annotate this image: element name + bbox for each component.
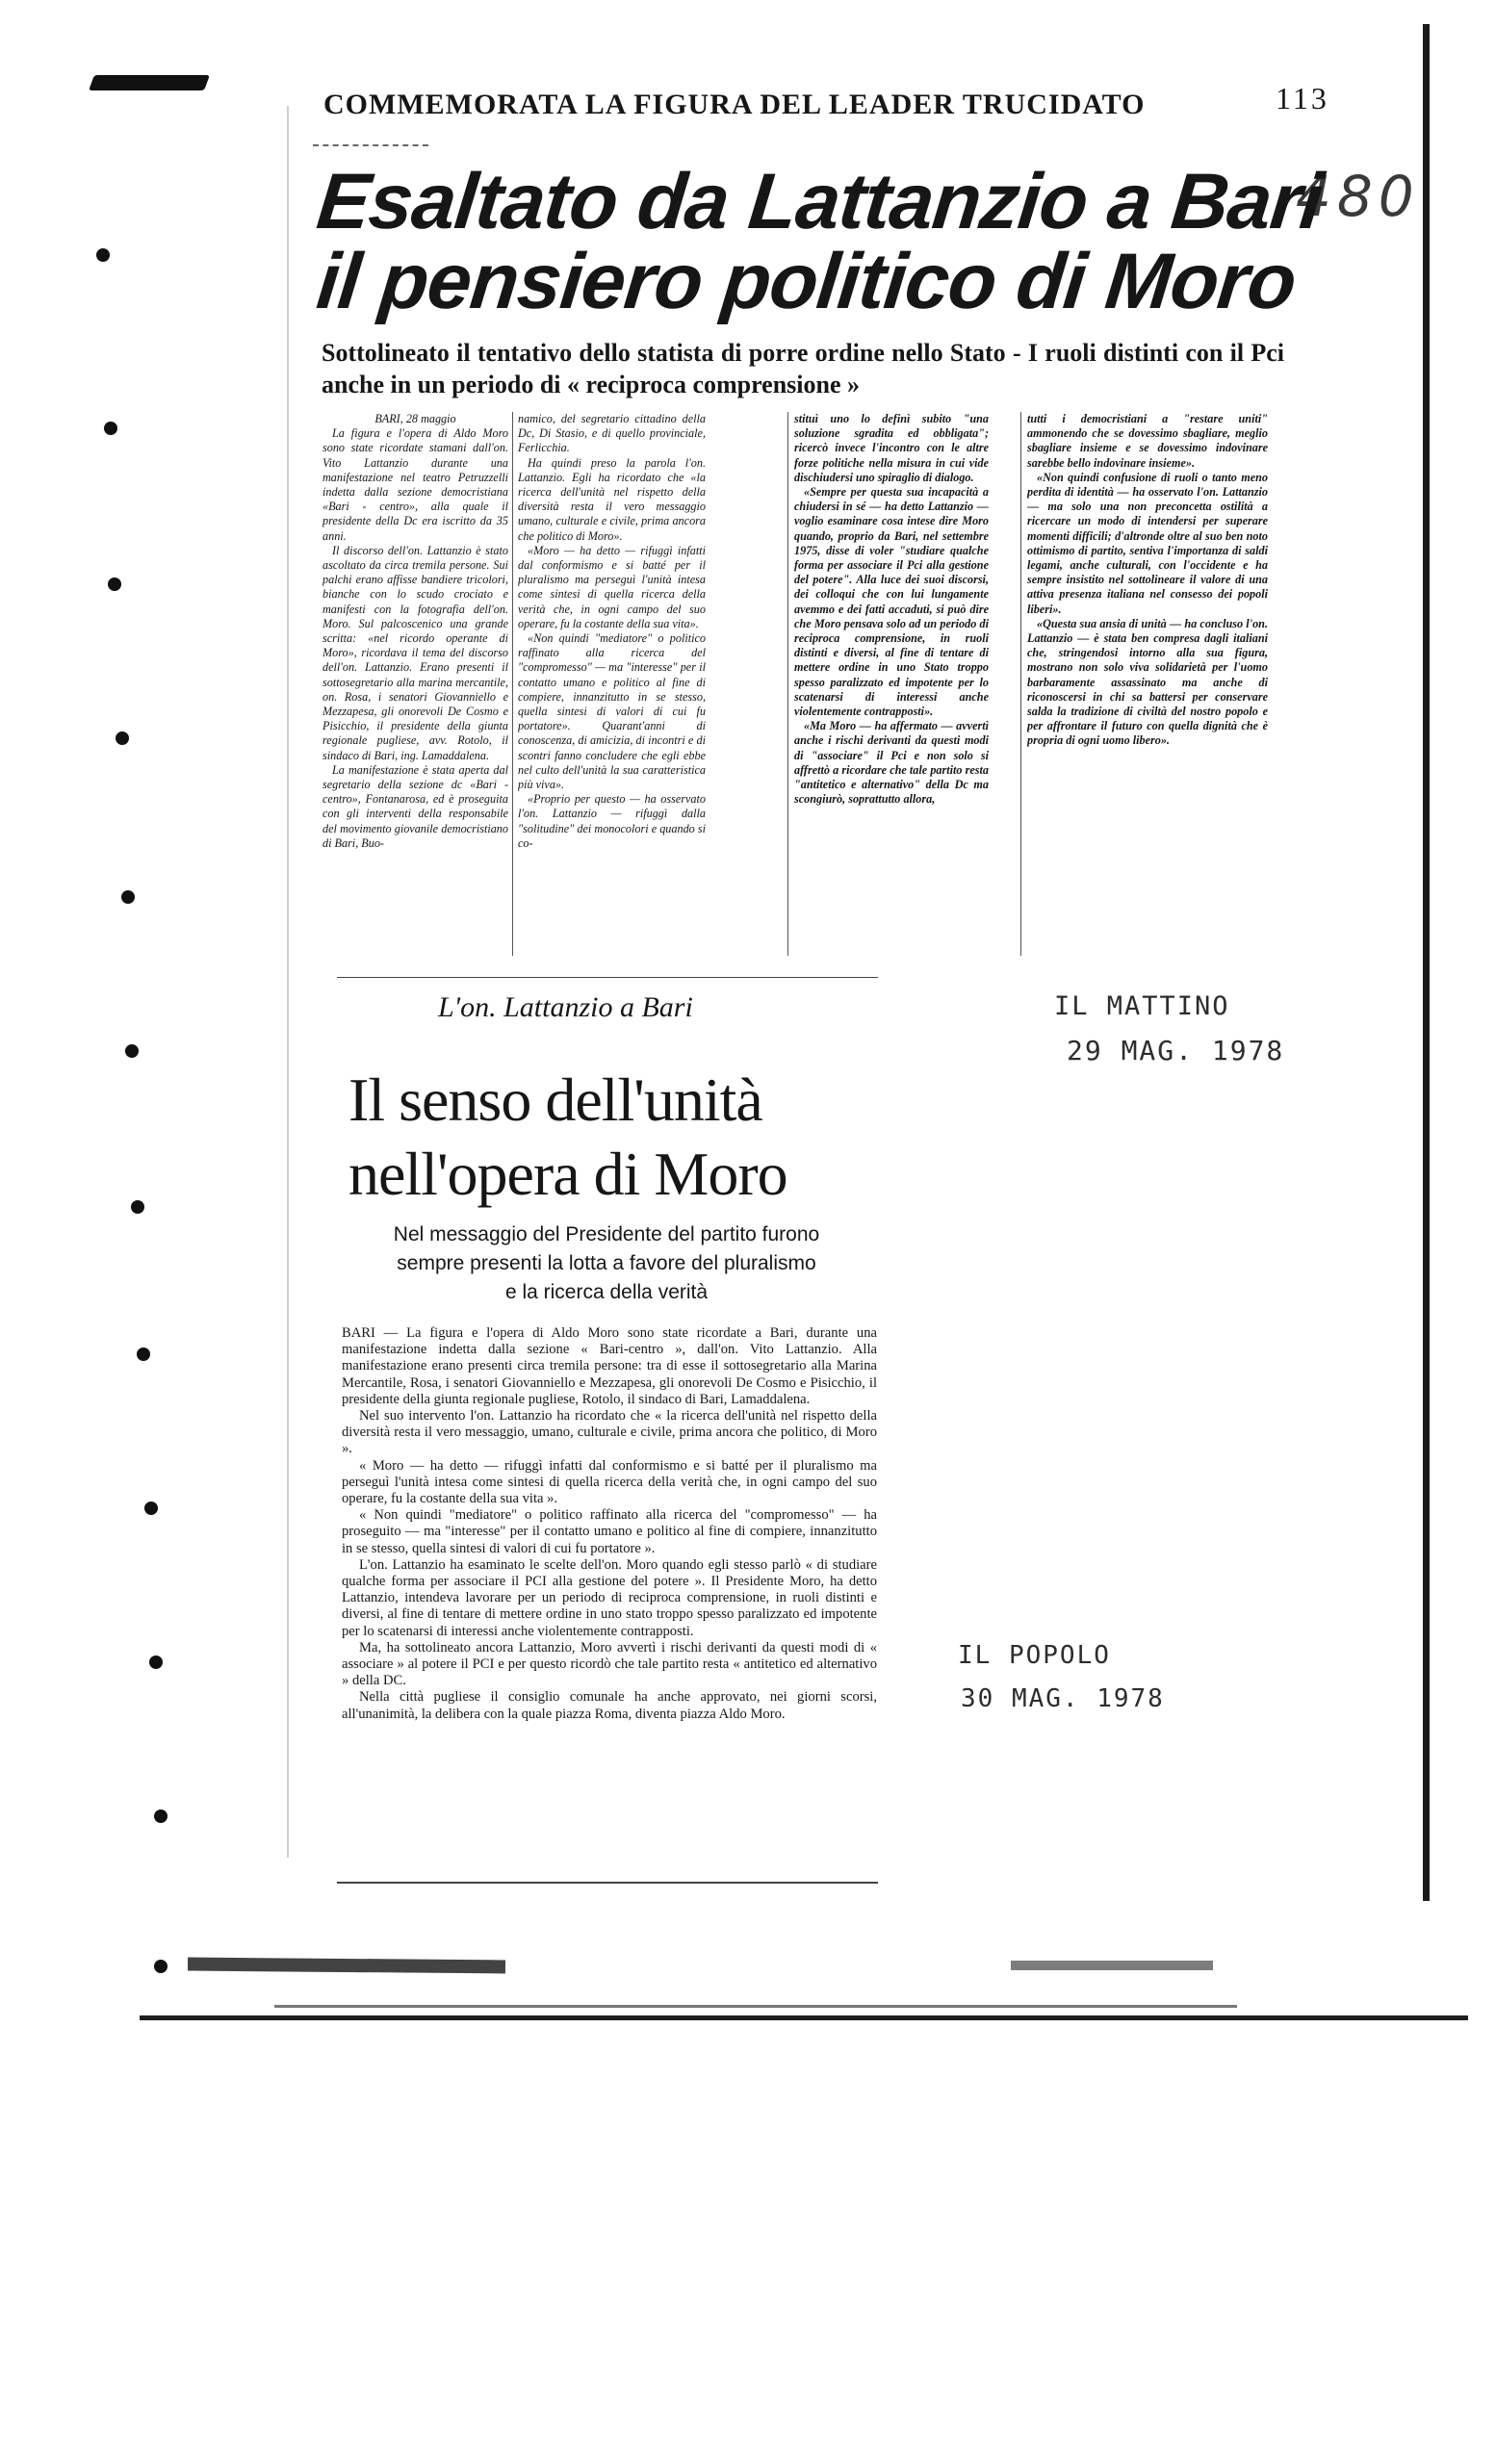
column-rule	[1020, 412, 1021, 956]
article2-subhead	[337, 1220, 876, 1307]
paragraph: La manifestazione è stata aperta dal segretario della sezione dc «Bari - centro», Fontanarosa, ed è proseguita con gli interventi della responsabile del movimento giovanile democristiano di Bari, Buo-	[322, 762, 508, 850]
paragraph: La figura e l'opera di Aldo Moro sono state ricordate stamani dall'on. Vito Lattanzio durante una manifestazione nel teatro Petruzzelli indetta dalla sezione democristiana «Bari - centro», alla quale il presidente della Dc era iscritto da 35 anni.	[322, 426, 508, 543]
page-number: 113	[1276, 81, 1329, 116]
paragraph: stituì uno lo definì subito "una soluzione sgradita ed obbligata"; ricercò invece l'incontro con le altre forze politiche nella misura in cui vide dischiudersi uno spiraglio di dialogo.	[794, 412, 989, 484]
binder-hole-icon	[116, 732, 129, 745]
page-frame-bottom-edge	[140, 2015, 1468, 2020]
binder-hole-icon	[144, 1502, 158, 1515]
article2-body	[342, 1325, 877, 1723]
divider	[337, 977, 878, 978]
headline-line-1: Esaltato da Lattanzio a Bari	[313, 158, 1327, 245]
paragraph: BARI — La figura e l'opera di Aldo Moro sono state ricordate a Bari, durante una manifestazione indetta dalla sezione « Bari-centro », dall'on. Vito Lattanzio. Alla manifestazione erano presenti circa tremila persone: tra di esse il sottosegretario alla Marina Mercantile, Rosa, i senatori Giovanniello e Mezzapesa, gli onorevoli De Cosmo e Pisicchio, il presidente della giunta regionale pugliese, Rotolo, il sindaco di Bari, Lamaddalena.	[342, 1325, 877, 1407]
page-frame-left-fold	[287, 106, 289, 1858]
binder-hole-icon	[108, 578, 121, 591]
binder-hole-icon	[154, 1960, 168, 1973]
subhead-line: sempre presenti la lotta a favore del pluralismo	[397, 1252, 816, 1274]
scan-mark-bottom-right	[1011, 1961, 1213, 1970]
paragraph: «Ma Moro — ha affermato — avvertì anche i rischi derivanti da questi modi di "associare" il Pci e non solo si affrettò a ricordare che tale partito resta "antitetico e alternativo" della Dc ma scongiurò, soprattutto allora,	[794, 719, 989, 807]
column-rule	[787, 412, 788, 956]
paragraph: Nella città pugliese il consiglio comunale ha anche approvato, nei giorni scorsi, all'unanimità, la delibera con la quale piazza Roma, diventa piazza Aldo Moro.	[342, 1689, 877, 1722]
page-frame-right-edge	[1423, 24, 1430, 1901]
paragraph: Ma, ha sottolineato ancora Lattanzio, Moro avvertì i rischi derivanti da questi modi di « associare » al potere il PCI e per questo ricordò che tale partito resta « antitetico ed alternativo » della DC.	[342, 1639, 877, 1689]
page-frame-bottom-shadow	[274, 2005, 1237, 2008]
column-rule	[512, 412, 513, 956]
binder-hole-icon	[96, 248, 110, 262]
article2-kicker: L'on. Lattanzio a Bari	[438, 991, 693, 1023]
article-column-2	[518, 412, 706, 956]
paragraph: Ha quindi preso la parola l'on. Lattanzio. Egli ha ricordato che «la ricerca dell'unità nel rispetto della diversità resta il vero messaggio umano, culturale e civile, prima ancora che politico di Moro».	[518, 455, 706, 543]
binder-hole-icon	[121, 890, 135, 904]
paragraph: «Non quindi confusione di ruoli o tanto meno perdita di identità — ha osservato l'on. Lattanzio — ma solo una non preconcetta ostilità a ricercare un modo di intendersi per superare momenti difficili; d'altronde oltre al suo ben noto ottimismo di partito, sentiva l'importanza di saldi legami, anche culturali, con l'occidente e ha sempre insistito nel sottolineare il valore di una attiva presenza italiana nel consesso dei popoli liberi».	[1027, 470, 1268, 616]
paragraph: Nel suo intervento l'on. Lattanzio ha ricordato che « la ricerca dell'unità nel rispetto della diversità resta il vero messaggio, umano, culturale e civile, prima ancora che politico, di Moro ».	[342, 1408, 877, 1457]
scan-mark-bottom-left	[188, 1958, 505, 1974]
paragraph: «Questa sua ansia di unità — ha concluso l'on. Lattanzio — è stata ben compresa dagli italiani che, stringendosi intorno alla sua figura, mostrano non solo viva solidarietà per l'uomo barbaramente assassinato ma anche di riconoscersi in chi sa battersi per conservare salda la tradizione di civiltà del nostro popolo e per affrontare il futuro con quella dignità che è propria di ogni uomo libero».	[1027, 616, 1268, 748]
article2-headline-line-2: nell'opera di Moro	[348, 1140, 787, 1208]
paragraph: L'on. Lattanzio ha esaminato le scelte dell'on. Moro quando egli stesso parlò « di studiare qualche forma per associare il PCI alla gestione del potere ». Il Presidente Moro, ha detto Lattanzio, intendeva lavorare per un periodo di reciproca comprensione, in ruoli distinti e diversi, al fine di tentare di mettere ordine in uno stato troppo spesso paralizzato ed impotente per lo scatenarsi di interessi anche violentemente contrapposti.	[342, 1556, 877, 1639]
binder-hole-icon	[131, 1200, 144, 1214]
article-column-4	[1027, 412, 1268, 956]
paragraph: «Proprio per questo — ha osservato l'on. Lattanzio — rifuggì dalla "solitudine" dei monocolori e quando si co-	[518, 792, 706, 850]
headline-line-2: il pensiero politico di Moro	[313, 238, 1301, 325]
scan-mark-top	[89, 75, 210, 90]
stamp-source: IL POPOLO	[958, 1641, 1111, 1670]
paragraph: « Non quindi "mediatore" o politico raffinato alla ricerca del "compromesso" — ha proseguito — ma "interesse" per il contatto umano e politico al fine di compiere, innanzitutto in se stesso, quella sintesi di valori di cui fu portatore ».	[342, 1507, 877, 1556]
paragraph: Il discorso dell'on. Lattanzio è stato ascoltato da circa tremila persone. Sui palchi erano affisse bandiere tricolori, bianche con lo scudo crociato e manifesti con la fotografia dell'on. Moro. Sul palcoscenico una grande scritta: «nel ricordo operante di Moro», ricordava il tema del discorso dell'on. Lattanzio. Erano presenti il sottosegretario alla marina mercantile, on. Rosa, i senatori Giovanniello e Mezzapesa, gli onorevoli De Cosmo e Pisicchio, il presidente della giunta regionale pugliese, avv. Rotolo, il sindaco di Bari, ing. Lamaddalena.	[322, 543, 508, 762]
binder-hole-icon	[137, 1348, 150, 1361]
stamp-date: 30 MAG. 1978	[961, 1684, 1165, 1713]
subhead-line: Nel messaggio del Presidente del partito furono	[393, 1223, 820, 1245]
paragraph: « Moro — ha detto — rifuggì infatti dal conformismo e si batté per il pluralismo ma perseguì l'unità intesa come sintesi di quella ricerca della verità che, in ogni campo del suo operare, fu la costante della sua vita ».	[342, 1457, 877, 1507]
divider	[313, 144, 428, 146]
paragraph: tutti i democristiani a "restare uniti" ammonendo che se dovessimo sbagliare, meglio sbagliare insieme e se dovessimo indovinare sarebbe bello indovinare insieme».	[1027, 412, 1268, 470]
binder-hole-icon	[149, 1656, 163, 1669]
stamp-source: IL MATTINO	[1054, 991, 1230, 1021]
divider	[337, 1882, 878, 1884]
binder-hole-icon	[125, 1044, 139, 1058]
article-kicker: COMMEMORATA LA FIGURA DEL LEADER TRUCIDATO	[323, 89, 1146, 120]
article-subhead: Sottolineato il tentativo dello statista di porre ordine nello Stato - I ruoli distinti con il Pci anche in un periodo di « reciproca comprensione »	[322, 339, 1284, 398]
paragraph: namico, del segretario cittadino della Dc, Di Stasio, e di quello provinciale, Ferlicchia.	[518, 412, 706, 455]
binder-hole-icon	[154, 1810, 168, 1823]
stamp-date: 29 MAG. 1978	[1067, 1035, 1285, 1066]
paragraph: «Moro — ha detto — rifuggì infatti dal conformismo e si batté per il pluralismo ma perseguì l'unità intesa come sintesi di quella ricerca della verità che, in ogni campo del suo operare, fu la costante della sua vita».	[518, 543, 706, 630]
article-column-3	[794, 412, 989, 956]
paragraph: «Non quindi "mediatore" o politico raffinato alla ricerca del "compromesso" — ma "interesse" per il contatto umano e politico al fine di compiere, innanzitutto in se stesso, quella sintesi di valori di cui fu portatore». Quarant'anni di conoscenza, di amicizia, di incontri e di scontri fanno concludere che egli ebbe nel culto dell'unità la sua caratteristica più viva».	[518, 631, 706, 792]
paragraph: «Sempre per questa sua incapacità a chiudersi in sé — ha detto Lattanzio — voglio esaminare cosa intese dire Moro quando, proprio da Bari, nel settembre 1975, disse di voler "studiare qualche forma per associare il Pci alla gestione del potere". Alla luce dei suoi discorsi, dei colloqui che con lui lungamente avemmo e dei fatti accaduti, si può dire che Moro pensava solo ad un periodo di reciproca comprensione, in ruoli distinti e diversi, al fine di tentare di mettere ordine in uno Stato troppo spesso paralizzato ed impotente per lo scatenarsi di interessi anche violentemente contrapposti».	[794, 485, 989, 719]
handwritten-note: 480	[1296, 164, 1420, 229]
article-column-1	[322, 412, 508, 956]
subhead-line: e la ricerca della verità	[504, 1281, 709, 1303]
paragraph: BARI, 28 maggio	[374, 412, 456, 425]
binder-hole-icon	[104, 422, 117, 435]
article2-headline-line-1: Il senso dell'unità	[348, 1065, 762, 1134]
